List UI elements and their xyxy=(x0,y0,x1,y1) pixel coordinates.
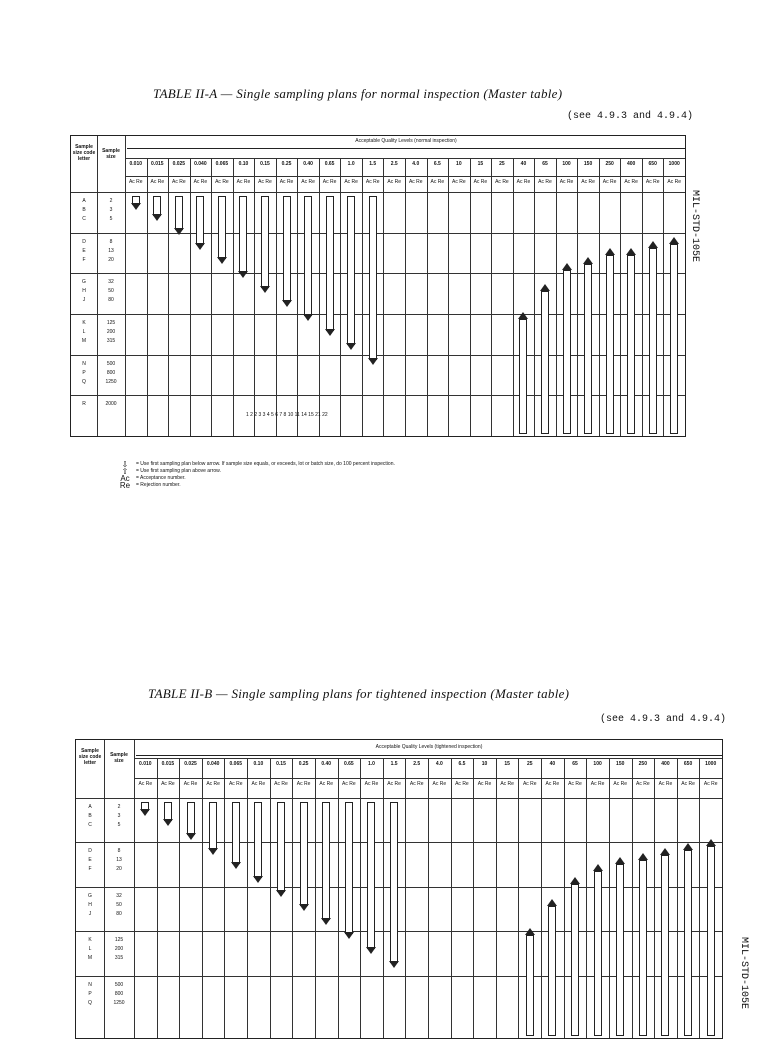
column-rule xyxy=(254,158,255,436)
column-rule xyxy=(473,758,474,1038)
ac-re-header: Ac Re xyxy=(228,781,243,787)
down-arrow-icon xyxy=(299,802,309,911)
legend-text: = Use first sampling plan above arrow. xyxy=(136,468,221,474)
down-arrow-icon xyxy=(163,802,173,826)
aql-header: 0.25 xyxy=(281,161,292,167)
table-b-title: TABLE II-B — Single sampling plans for tightened inspection (Master table) xyxy=(148,686,570,701)
column-rule xyxy=(491,158,492,436)
sample-sizes: 32 50 80 xyxy=(108,279,114,304)
code-letters: G H J xyxy=(88,892,92,917)
ac-re-header: Ac Re xyxy=(432,781,447,787)
column-rule xyxy=(383,158,384,436)
aql-header: 0.010 xyxy=(129,161,143,167)
ac-re-header: Ac Re xyxy=(387,781,401,787)
aql-header: 65 xyxy=(542,161,548,167)
column-rule xyxy=(534,158,535,436)
up-arrow-icon xyxy=(683,843,693,1034)
ac-re-header: Ac Re xyxy=(636,781,650,787)
aql-header: 25 xyxy=(499,161,505,167)
down-arrow-icon: ⇩ xyxy=(121,460,129,469)
aql-header: 0.65 xyxy=(324,161,335,167)
row-rule xyxy=(125,158,685,159)
legend-item xyxy=(118,461,395,468)
code-letters: D E F xyxy=(88,848,92,873)
ac-re-header: Ac Re xyxy=(274,781,288,787)
ac-re-header: Ac Re xyxy=(387,179,402,185)
up-arrow-icon xyxy=(648,241,658,432)
up-arrow-icon xyxy=(525,928,535,1034)
column-rule xyxy=(699,758,700,1038)
down-arrow-icon xyxy=(140,802,150,816)
code-letters: D E F xyxy=(82,238,86,263)
aql-header: 10 xyxy=(481,761,488,767)
code-letters: A B C xyxy=(88,804,92,828)
aql-header: 1000 xyxy=(705,761,717,767)
aql-header: 100 xyxy=(593,761,602,767)
ac-re-header: Ac Re xyxy=(500,781,514,787)
column-rule xyxy=(157,758,158,1038)
aql-header: 1.5 xyxy=(369,161,377,167)
code-letters: N P Q xyxy=(82,360,86,385)
legend-text: = Rejection number. xyxy=(136,482,181,488)
column-rule xyxy=(315,758,316,1038)
letter-column-header: Sample size code letter xyxy=(78,748,102,766)
aql-header: 1.5 xyxy=(390,761,398,767)
ac-re-header: Ac Re xyxy=(409,781,424,787)
table-a-title: TABLE II-A — Single sampling plans for normal inspection (Master table) xyxy=(153,86,563,101)
aql-header: 4.0 xyxy=(412,161,420,167)
column-rule xyxy=(319,158,320,436)
aql-header: 0.040 xyxy=(194,161,207,167)
sample-sizes: 125 200 315 xyxy=(114,937,124,962)
down-arrow-icon xyxy=(368,196,378,365)
size-column-header: Sample size xyxy=(110,752,128,764)
column-rule xyxy=(496,758,497,1038)
table-b-side-label: MIL-STD-105E xyxy=(738,937,749,1010)
ac-re-header: Ac Re xyxy=(128,179,143,185)
ac-re-header: Ac Re xyxy=(215,179,229,185)
column-rule xyxy=(270,758,271,1038)
ac-re-header: Ac Re xyxy=(545,781,560,787)
sample-sizes: 2 3 5 xyxy=(117,804,121,828)
legend-item xyxy=(118,468,395,475)
column-rule xyxy=(620,158,621,436)
column-rule xyxy=(556,158,557,436)
column-rule xyxy=(362,158,363,436)
column-rule xyxy=(677,758,678,1038)
ac-re-header: Ac Re xyxy=(613,781,628,787)
ac-re-header: Ac Re xyxy=(364,781,379,787)
legend-item xyxy=(118,475,395,482)
up-arrow-icon xyxy=(605,248,615,432)
aql-header: 6.5 xyxy=(433,161,441,167)
code-letters: K L M xyxy=(87,937,93,962)
aql-header: 0.65 xyxy=(343,761,354,767)
aql-header: 0.25 xyxy=(298,761,309,767)
up-arrow-icon xyxy=(669,237,679,432)
column-rule xyxy=(297,158,298,436)
row-rule xyxy=(71,233,685,234)
ac-re-header: Ac Re xyxy=(322,179,337,185)
ac-re-header: Ac Re xyxy=(161,781,175,787)
down-arrow-icon xyxy=(208,802,218,855)
table-b-grid xyxy=(76,740,722,1038)
column-rule xyxy=(513,158,514,436)
aql-header: 0.025 xyxy=(184,761,197,767)
row-r-values: 1 2 2 3 3 4 5 6 7 8 10 11 14 15 21 22 xyxy=(246,412,328,418)
down-arrow-icon xyxy=(276,802,286,897)
ac-re-header: Ac Re xyxy=(279,179,294,185)
down-arrow-icon xyxy=(321,802,331,925)
aql-header: 150 xyxy=(616,761,625,767)
table-b-reference: (see 4.9.3 and 4.9.4) xyxy=(600,714,727,725)
row-rule xyxy=(134,758,722,759)
aql-header: 250 xyxy=(605,161,614,167)
code-letters: G H J xyxy=(82,279,86,304)
table-b-header-band: Acceptable Quality Levels (tightened inspection) xyxy=(136,744,722,756)
ac-re-header: Ac Re xyxy=(344,179,358,185)
up-arrow-icon xyxy=(593,864,603,1034)
down-arrow-icon xyxy=(389,802,399,968)
ac-re-header: Ac Re xyxy=(538,179,552,185)
aql-header: 0.065 xyxy=(215,161,229,167)
column-rule xyxy=(202,758,203,1038)
column-rule xyxy=(518,758,519,1038)
up-arrow-icon xyxy=(518,312,528,432)
aql-header: 2.5 xyxy=(390,161,398,167)
ac-re-header: Ac Re xyxy=(172,179,186,185)
ac-re-header: Ac Re xyxy=(522,781,537,787)
ac-re-header: Ac Re xyxy=(296,781,311,787)
ac-re-header: Ac Re xyxy=(301,179,315,185)
ac-re-header: Ac Re xyxy=(138,781,153,787)
aql-header: 10 xyxy=(456,161,462,167)
down-arrow-icon xyxy=(303,196,313,321)
aql-header: 1000 xyxy=(668,161,680,167)
ac-re-header: Ac Re xyxy=(365,179,380,185)
ac-re-header: Ac Re xyxy=(559,179,574,185)
sample-sizes: 500 800 1250 xyxy=(113,981,125,1006)
column-rule xyxy=(340,158,341,436)
legend-text: = Use first sampling plan below arrow. If sample size equals, or exceeds, lot or batch size, do 100 percent inspection. xyxy=(136,461,395,467)
up-arrow-icon xyxy=(615,857,625,1034)
column-rule xyxy=(360,758,361,1038)
aql-header: 0.15 xyxy=(276,761,286,767)
column-rule xyxy=(292,758,293,1038)
column-rule xyxy=(663,158,664,436)
ac-re-header: Ac Re xyxy=(681,781,695,787)
column-rule xyxy=(211,158,212,436)
legend-symbol: Ac xyxy=(120,474,130,483)
row-rule xyxy=(134,778,722,779)
down-arrow-icon xyxy=(131,196,141,210)
sample-sizes: 2 3 5 xyxy=(109,198,113,222)
aql-header: 0.10 xyxy=(238,161,249,167)
aql-header: 1.0 xyxy=(347,161,355,167)
aql-header: 150 xyxy=(583,161,593,167)
ac-re-header: Ac Re xyxy=(624,179,638,185)
legend-symbol: Re xyxy=(119,481,131,490)
aql-header: 0.025 xyxy=(172,161,186,167)
letter-column-header: Sample size code letter xyxy=(72,144,96,162)
aql-header: 40 xyxy=(520,161,527,167)
column-rule xyxy=(405,758,406,1038)
up-arrow-icon xyxy=(626,248,636,432)
down-arrow-icon xyxy=(325,196,335,336)
down-arrow-icon xyxy=(231,802,241,869)
sample-sizes: 8 13 20 xyxy=(116,848,122,873)
aql-header: 6.5 xyxy=(458,761,466,767)
column-rule xyxy=(632,758,633,1038)
down-arrow-icon xyxy=(282,196,292,307)
ac-re-header: Ac Re xyxy=(703,781,718,787)
up-arrow-icon xyxy=(562,263,572,432)
ac-re-header: Ac Re xyxy=(452,179,466,185)
ac-re-header: Ac Re xyxy=(495,179,509,185)
aql-header: 4.0 xyxy=(435,761,443,767)
ac-re-header: Ac Re xyxy=(516,179,531,185)
sample-sizes: 500 800 1250 xyxy=(105,360,117,385)
up-arrow-icon xyxy=(547,899,557,1034)
column-rule xyxy=(147,158,148,436)
down-arrow-icon xyxy=(152,196,162,221)
table-b xyxy=(75,739,723,1039)
legend-item xyxy=(118,482,395,489)
column-rule xyxy=(224,758,225,1038)
aql-header: 65 xyxy=(572,761,578,767)
down-arrow-icon xyxy=(253,802,263,883)
ac-re-header: Ac Re xyxy=(236,179,251,185)
aql-header: 25 xyxy=(526,761,533,767)
ac-re-header: Ac Re xyxy=(590,781,605,787)
sample-sizes: 8 13 20 xyxy=(108,238,114,263)
table-a-grid xyxy=(71,136,685,436)
ac-re-header: Ac Re xyxy=(258,179,272,185)
column-rule xyxy=(448,158,449,436)
column-rule xyxy=(383,758,384,1038)
row-rule xyxy=(76,798,722,799)
aql-header: 0.015 xyxy=(151,161,164,167)
column-rule xyxy=(642,158,643,436)
table-a xyxy=(70,135,686,437)
aql-header: 250 xyxy=(638,761,647,767)
table-a-legend xyxy=(118,461,395,489)
column-rule xyxy=(541,758,542,1038)
down-arrow-icon xyxy=(344,802,354,939)
aql-header: 2.5 xyxy=(413,761,421,767)
aql-header: 15 xyxy=(504,761,510,767)
column-rule xyxy=(577,158,578,436)
ac-re-header: Ac Re xyxy=(645,179,660,185)
down-arrow-icon xyxy=(186,802,196,840)
up-arrow-icon xyxy=(706,839,716,1034)
aql-header: 100 xyxy=(562,161,571,167)
ac-re-header: Ac Re xyxy=(430,179,445,185)
table-a-side-label: MIL-STD-105E xyxy=(689,190,700,263)
ac-re-header: Ac Re xyxy=(251,781,266,787)
aql-header: 0.40 xyxy=(303,161,313,167)
sample-sizes: 2000 xyxy=(105,401,117,408)
ac-re-header: Ac Re xyxy=(193,179,208,185)
down-arrow-icon xyxy=(195,196,205,250)
column-rule xyxy=(586,758,587,1038)
up-arrow-icon xyxy=(638,853,648,1034)
aql-header: 0.015 xyxy=(161,761,175,767)
ac-re-header: Ac Re xyxy=(473,179,488,185)
table-a-reference: (see 4.9.3 and 4.9.4) xyxy=(567,111,694,122)
ac-re-header: Ac Re xyxy=(183,781,198,787)
row-rule xyxy=(71,192,685,193)
row-rule xyxy=(125,176,685,177)
down-arrow-icon xyxy=(260,196,270,293)
aql-header: 0.040 xyxy=(206,761,220,767)
column-rule xyxy=(247,758,248,1038)
legend-text: = Acceptance number. xyxy=(136,475,186,481)
down-arrow-icon xyxy=(217,196,227,264)
up-arrow-icon xyxy=(540,284,550,432)
aql-header: 15 xyxy=(477,161,484,167)
ac-re-header: Ac Re xyxy=(602,179,617,185)
size-column-header: Sample size xyxy=(102,148,120,160)
aql-header: 650 xyxy=(683,761,693,767)
aql-header: 400 xyxy=(661,761,670,767)
up-arrow-icon xyxy=(570,877,580,1034)
column-rule xyxy=(451,758,452,1038)
aql-header: 650 xyxy=(648,161,657,167)
ac-re-header: Ac Re xyxy=(408,179,423,185)
sample-sizes: 32 50 80 xyxy=(116,892,122,917)
code-letters: R xyxy=(82,401,86,408)
column-rule xyxy=(470,158,471,436)
down-arrow-icon xyxy=(238,196,248,278)
column-rule xyxy=(276,158,277,436)
down-arrow-icon xyxy=(346,196,356,350)
column-rule xyxy=(428,758,429,1038)
code-letters: K L M xyxy=(81,320,87,344)
ac-re-header: Ac Re xyxy=(319,781,334,787)
sample-sizes: 125 200 315 xyxy=(106,320,116,344)
column-rule xyxy=(233,158,234,436)
code-letters: A B C xyxy=(82,198,86,222)
aql-header: 40 xyxy=(549,761,556,767)
column-rule xyxy=(338,758,339,1038)
column-rule xyxy=(609,758,610,1038)
up-arrow-icon xyxy=(660,848,670,1034)
column-rule xyxy=(405,158,406,436)
ac-re-header: Ac Re xyxy=(658,781,673,787)
ac-re-header: Ac Re xyxy=(667,179,682,185)
down-arrow-icon xyxy=(366,802,376,954)
aql-header: 400 xyxy=(626,161,636,167)
down-arrow-icon xyxy=(174,196,184,235)
table-a-header-band: Acceptable Quality Levels (normal inspection) xyxy=(127,138,685,149)
ac-re-header: Ac Re xyxy=(455,781,469,787)
ac-re-header: Ac Re xyxy=(342,781,356,787)
ac-re-header: Ac Re xyxy=(206,781,220,787)
column-rule xyxy=(190,158,191,436)
code-letters: N P Q xyxy=(88,981,92,1006)
ac-re-header: Ac Re xyxy=(568,781,582,787)
aql-header: 1.0 xyxy=(367,761,375,767)
ac-re-header: Ac Re xyxy=(581,179,595,185)
up-arrow-icon xyxy=(583,257,593,432)
column-rule xyxy=(654,758,655,1038)
aql-header: 0.40 xyxy=(321,761,332,767)
ac-re-header: Ac Re xyxy=(477,781,492,787)
column-rule xyxy=(179,758,180,1038)
aql-header: 0.15 xyxy=(260,161,270,167)
column-rule xyxy=(168,158,169,436)
column-rule xyxy=(564,758,565,1038)
column-rule xyxy=(599,158,600,436)
aql-header: 0.10 xyxy=(253,761,264,767)
column-rule xyxy=(427,158,428,436)
up-arrow-icon: ⇧ xyxy=(121,467,129,476)
aql-header: 0.065 xyxy=(229,761,243,767)
aql-header: 0.010 xyxy=(139,761,152,767)
ac-re-header: Ac Re xyxy=(150,179,165,185)
